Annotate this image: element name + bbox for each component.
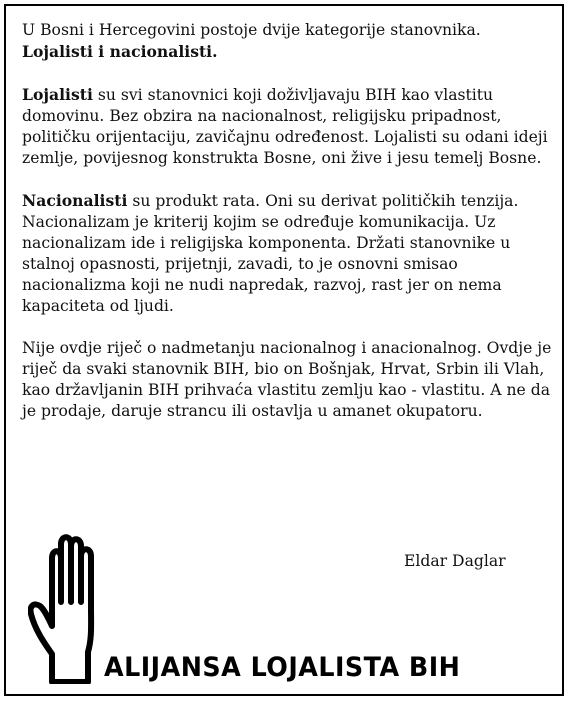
author-signature: Eldar Daglar [404, 552, 506, 570]
intro-bold-line: Lojalisti i nacionalisti. [22, 42, 218, 61]
nacionalisti-lead: Nacionalisti [22, 191, 128, 210]
lojalisti-lead: Lojalisti [22, 85, 93, 104]
lojalisti-paragraph [22, 84, 558, 169]
lojalisti-text: su svi stanovnici koji doživljavaju BIH kao vlastitu domovinu. Bez obzira na nacionalnost, religijsku pripadnost, političku orijentaciju, zavičajnu određenost. Lojalisti su odani ideji zemlje, povijesnog konstrukta Bosne, oni žive i jesu temelj Bosne. [22, 86, 548, 167]
intro-line: U Bosni i Hercegovini postoje dvije kategorije stanovnika. [22, 21, 481, 39]
document-body [22, 20, 558, 443]
intro-paragraph [22, 20, 558, 63]
nacionalisti-paragraph [22, 190, 558, 317]
nacionalisti-text: su produkt rata. Oni su derivat političkih tenzija. Nacionalizam je kriterij kojim se određuje komunikacija. Uz nacionalizam ide i religijska komponenta. Držati stanovnike u stalnoj opasnosti, prijetnji, zavadi, to je osnovni smisao nacionalizma koji ne nudi napredak, razvoj, rast jer on nema kapaciteta od ljudi. [22, 192, 519, 315]
document-frame [4, 4, 564, 696]
closing-paragraph: Nije ovdje riječ o nadmetanju nacionalnog i anacionalnog. Ovdje je riječ da svaki stanovnik BIH, bio on Bošnjak, Hrvat, Srbin ili Vlah, kao državljanin BIH prihvaća vlastitu zemlju kao - vlastitu. A ne da je prodaje, daruje strancu ili ostavlja u amanet okupatoru. [22, 339, 552, 420]
organization-name: ALIJANSA LOJALISTA BIH [104, 652, 461, 683]
